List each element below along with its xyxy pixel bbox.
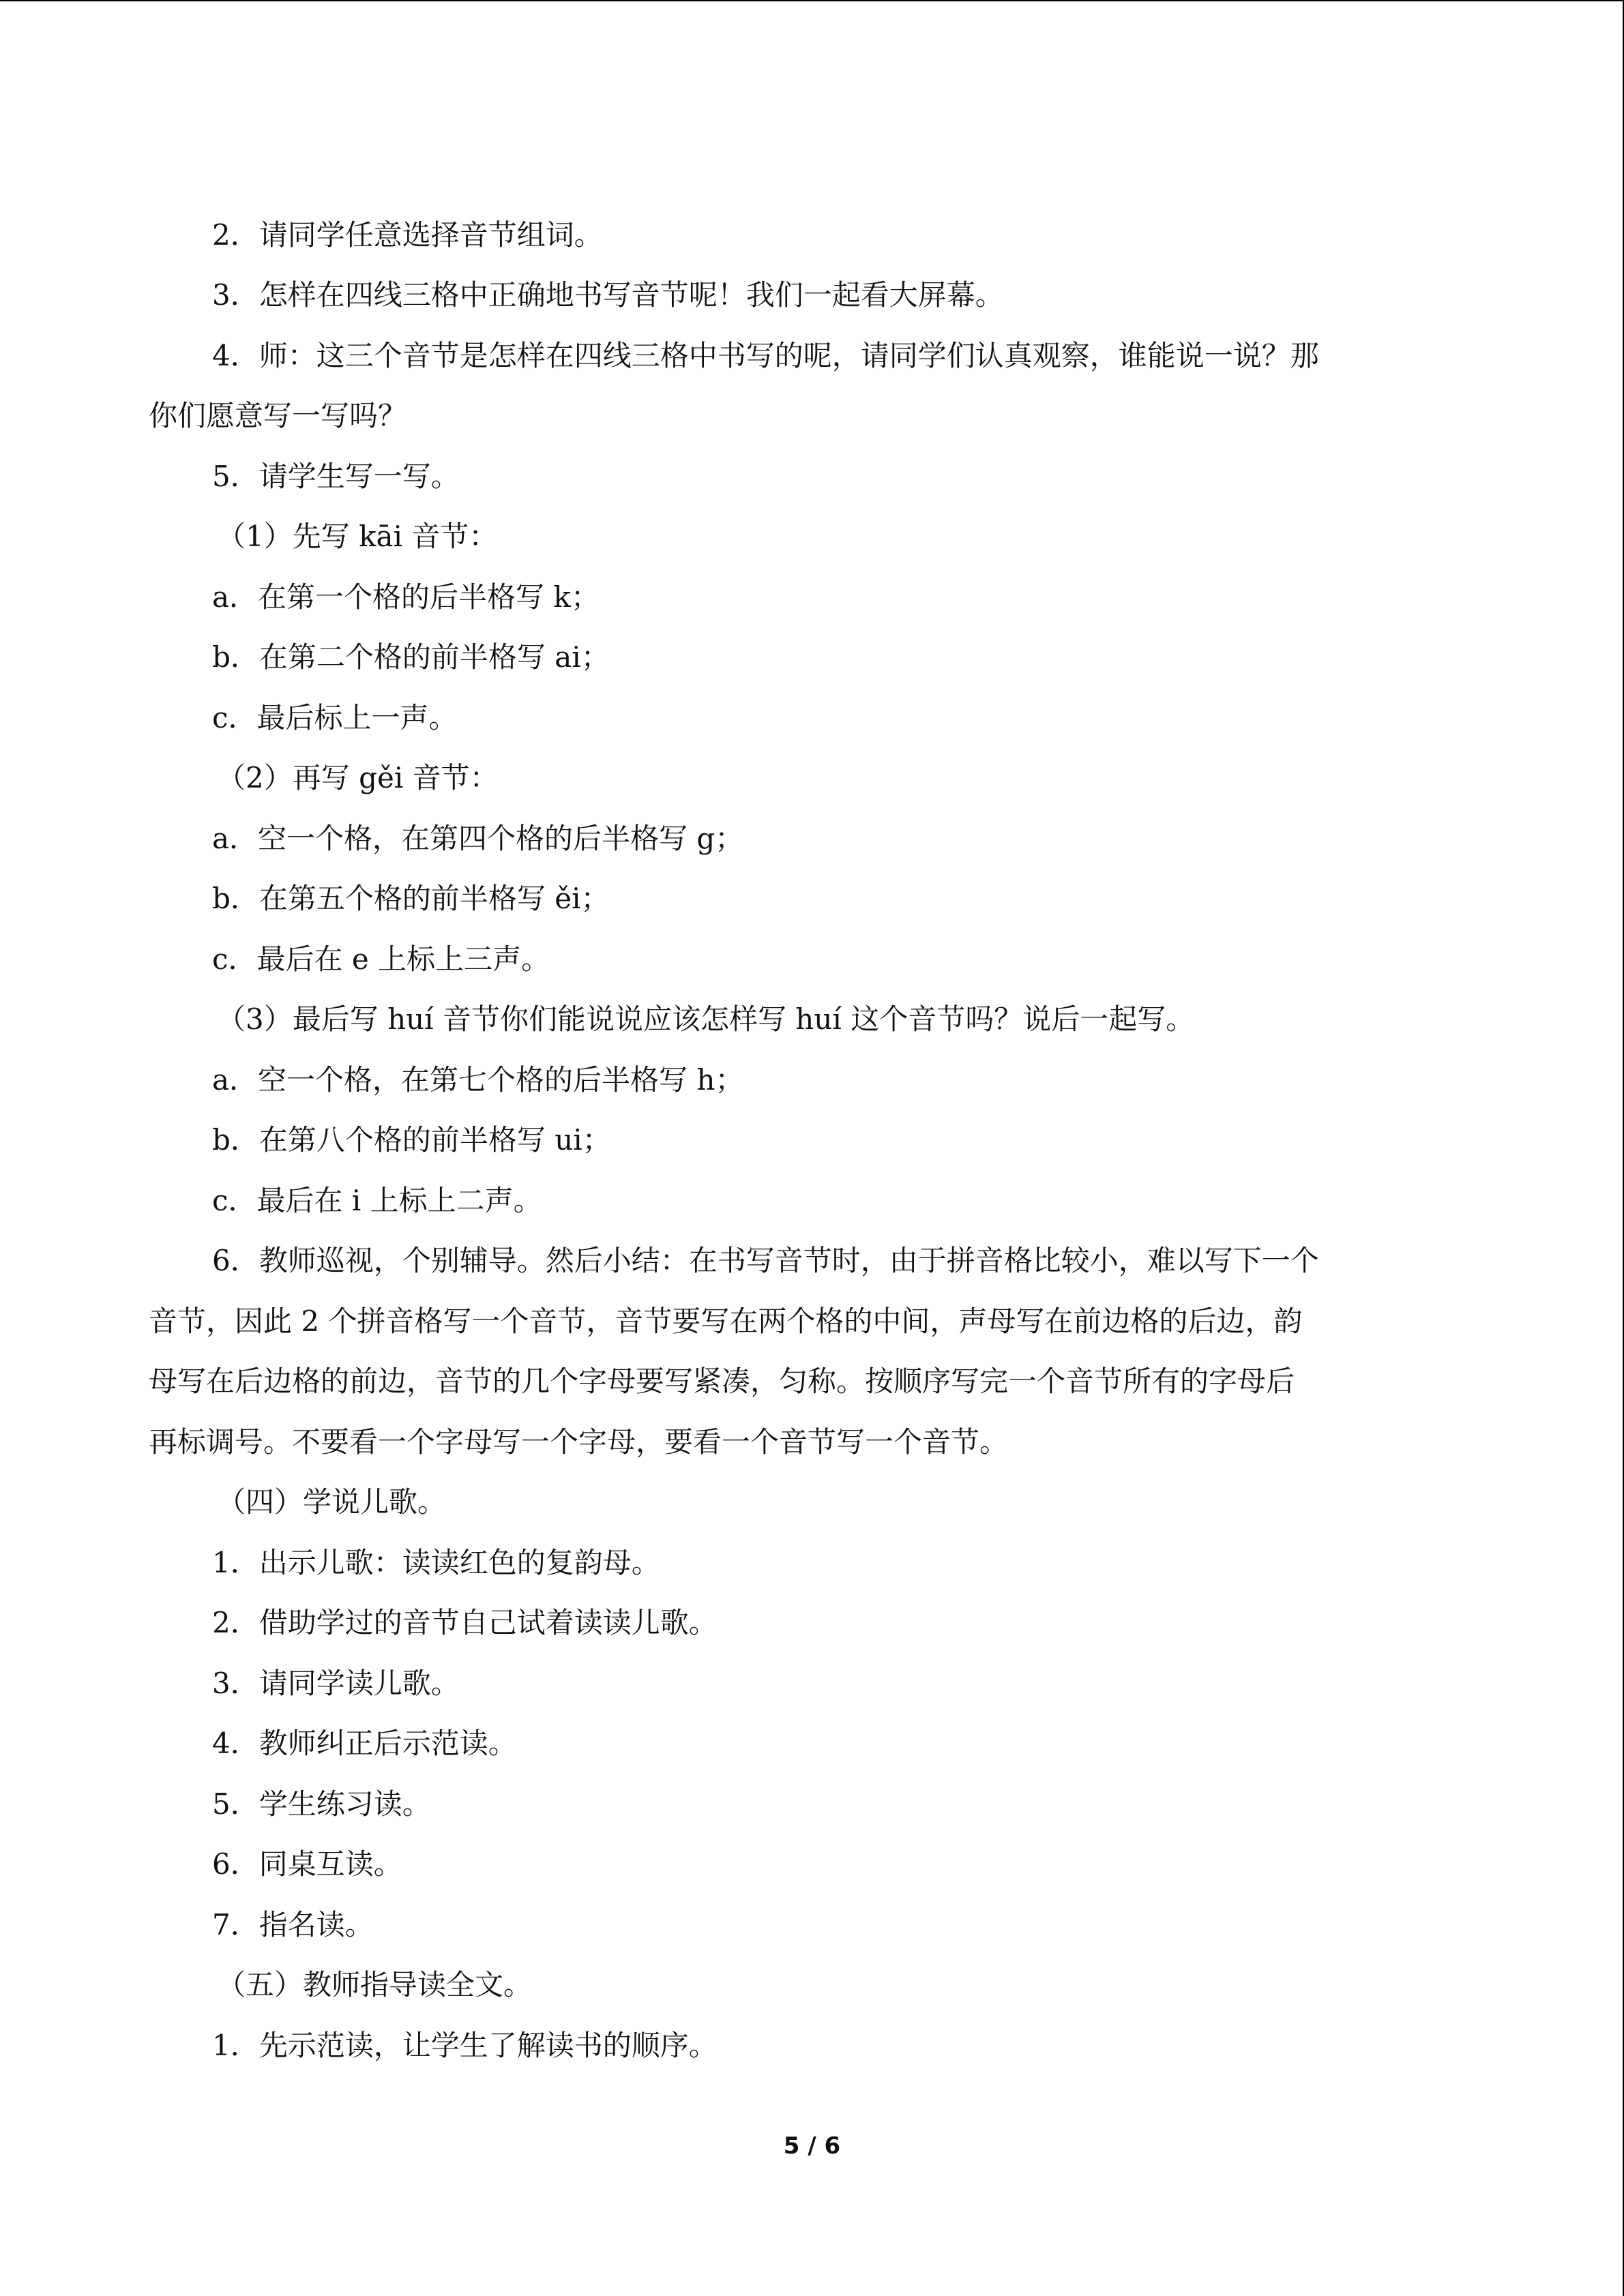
text-line: 3．怎样在四线三格中正确地书写音节呢！我们一起看大屏幕。 xyxy=(212,278,1004,312)
text-line: b．在第八个格的前半格写 ui； xyxy=(212,1123,611,1157)
text-line: c．最后在 e 上标上三声。 xyxy=(212,942,550,976)
text-line: 4．师：这三个音节是怎样在四线三格中书写的呢，请同学们认真观察，谁能说一说？那 xyxy=(212,339,1319,372)
text-line: 母写在后边格的前边，音节的几个字母要写紧凑，匀称。按顺序写完一个音节所有的字母后 xyxy=(149,1365,1295,1398)
text-line: a．在第一个格的后半格写 k； xyxy=(212,580,600,614)
text-line: b．在第五个格的前半格写 ěi； xyxy=(212,882,610,915)
page-number: 5 / 6 xyxy=(783,2132,841,2160)
text-line: 4．教师纠正后示范读。 xyxy=(212,1727,517,1760)
section-heading: （五）教师指导读全文。 xyxy=(217,1968,533,2001)
text-line: c．最后标上一声。 xyxy=(212,701,458,734)
text-line: 6．教师巡视，个别辅导。然后小结：在书写音节时，由于拼音格比较小，难以写下一个 xyxy=(212,1244,1319,1277)
section-heading: （四）学说儿歌。 xyxy=(217,1485,447,1519)
text-line: 2．请同学任意选择音节组词。 xyxy=(212,218,603,252)
text-line: 1．出示儿歌：读读红色的复韵母。 xyxy=(212,1546,660,1579)
text-line: 5．请学生写一写。 xyxy=(212,460,460,493)
text-line: 音节，因此 2 个拼音格写一个音节，音节要写在两个格的中间，声母写在前边格的后边，韵 xyxy=(149,1304,1303,1338)
text-line: 1．先示范读，让学生了解读书的顺序。 xyxy=(212,2029,718,2062)
text-line: 2．借助学过的音节自己试着读读儿歌。 xyxy=(212,1606,718,1639)
text-line: a．空一个格，在第七个格的后半格写 h； xyxy=(212,1063,744,1097)
text-line: a．空一个格，在第四个格的后半格写 g； xyxy=(212,822,744,855)
text-line: （1）先写 kāi 音节： xyxy=(217,520,498,553)
text-line: 3．请同学读儿歌。 xyxy=(212,1667,460,1700)
text-line: b．在第二个格的前半格写 ai； xyxy=(212,640,610,674)
text-line: 你们愿意写一写吗？ xyxy=(149,399,407,432)
text-line: 7．指名读。 xyxy=(212,1908,374,1941)
text-line: c．最后在 i 上标上二声。 xyxy=(212,1184,542,1217)
text-line: 5．学生练习读。 xyxy=(212,1787,431,1821)
text-line: （2）再写 gěi 音节： xyxy=(217,761,499,794)
text-line: （3）最后写 huí 音节你们能说说应该怎样写 huí 这个音节吗？说后一起写。 xyxy=(217,1002,1195,1036)
text-line: 再标调号。不要看一个字母写一个字母，要看一个音节写一个音节。 xyxy=(149,1425,1009,1459)
text-line: 6．同桌互读。 xyxy=(212,1847,402,1881)
